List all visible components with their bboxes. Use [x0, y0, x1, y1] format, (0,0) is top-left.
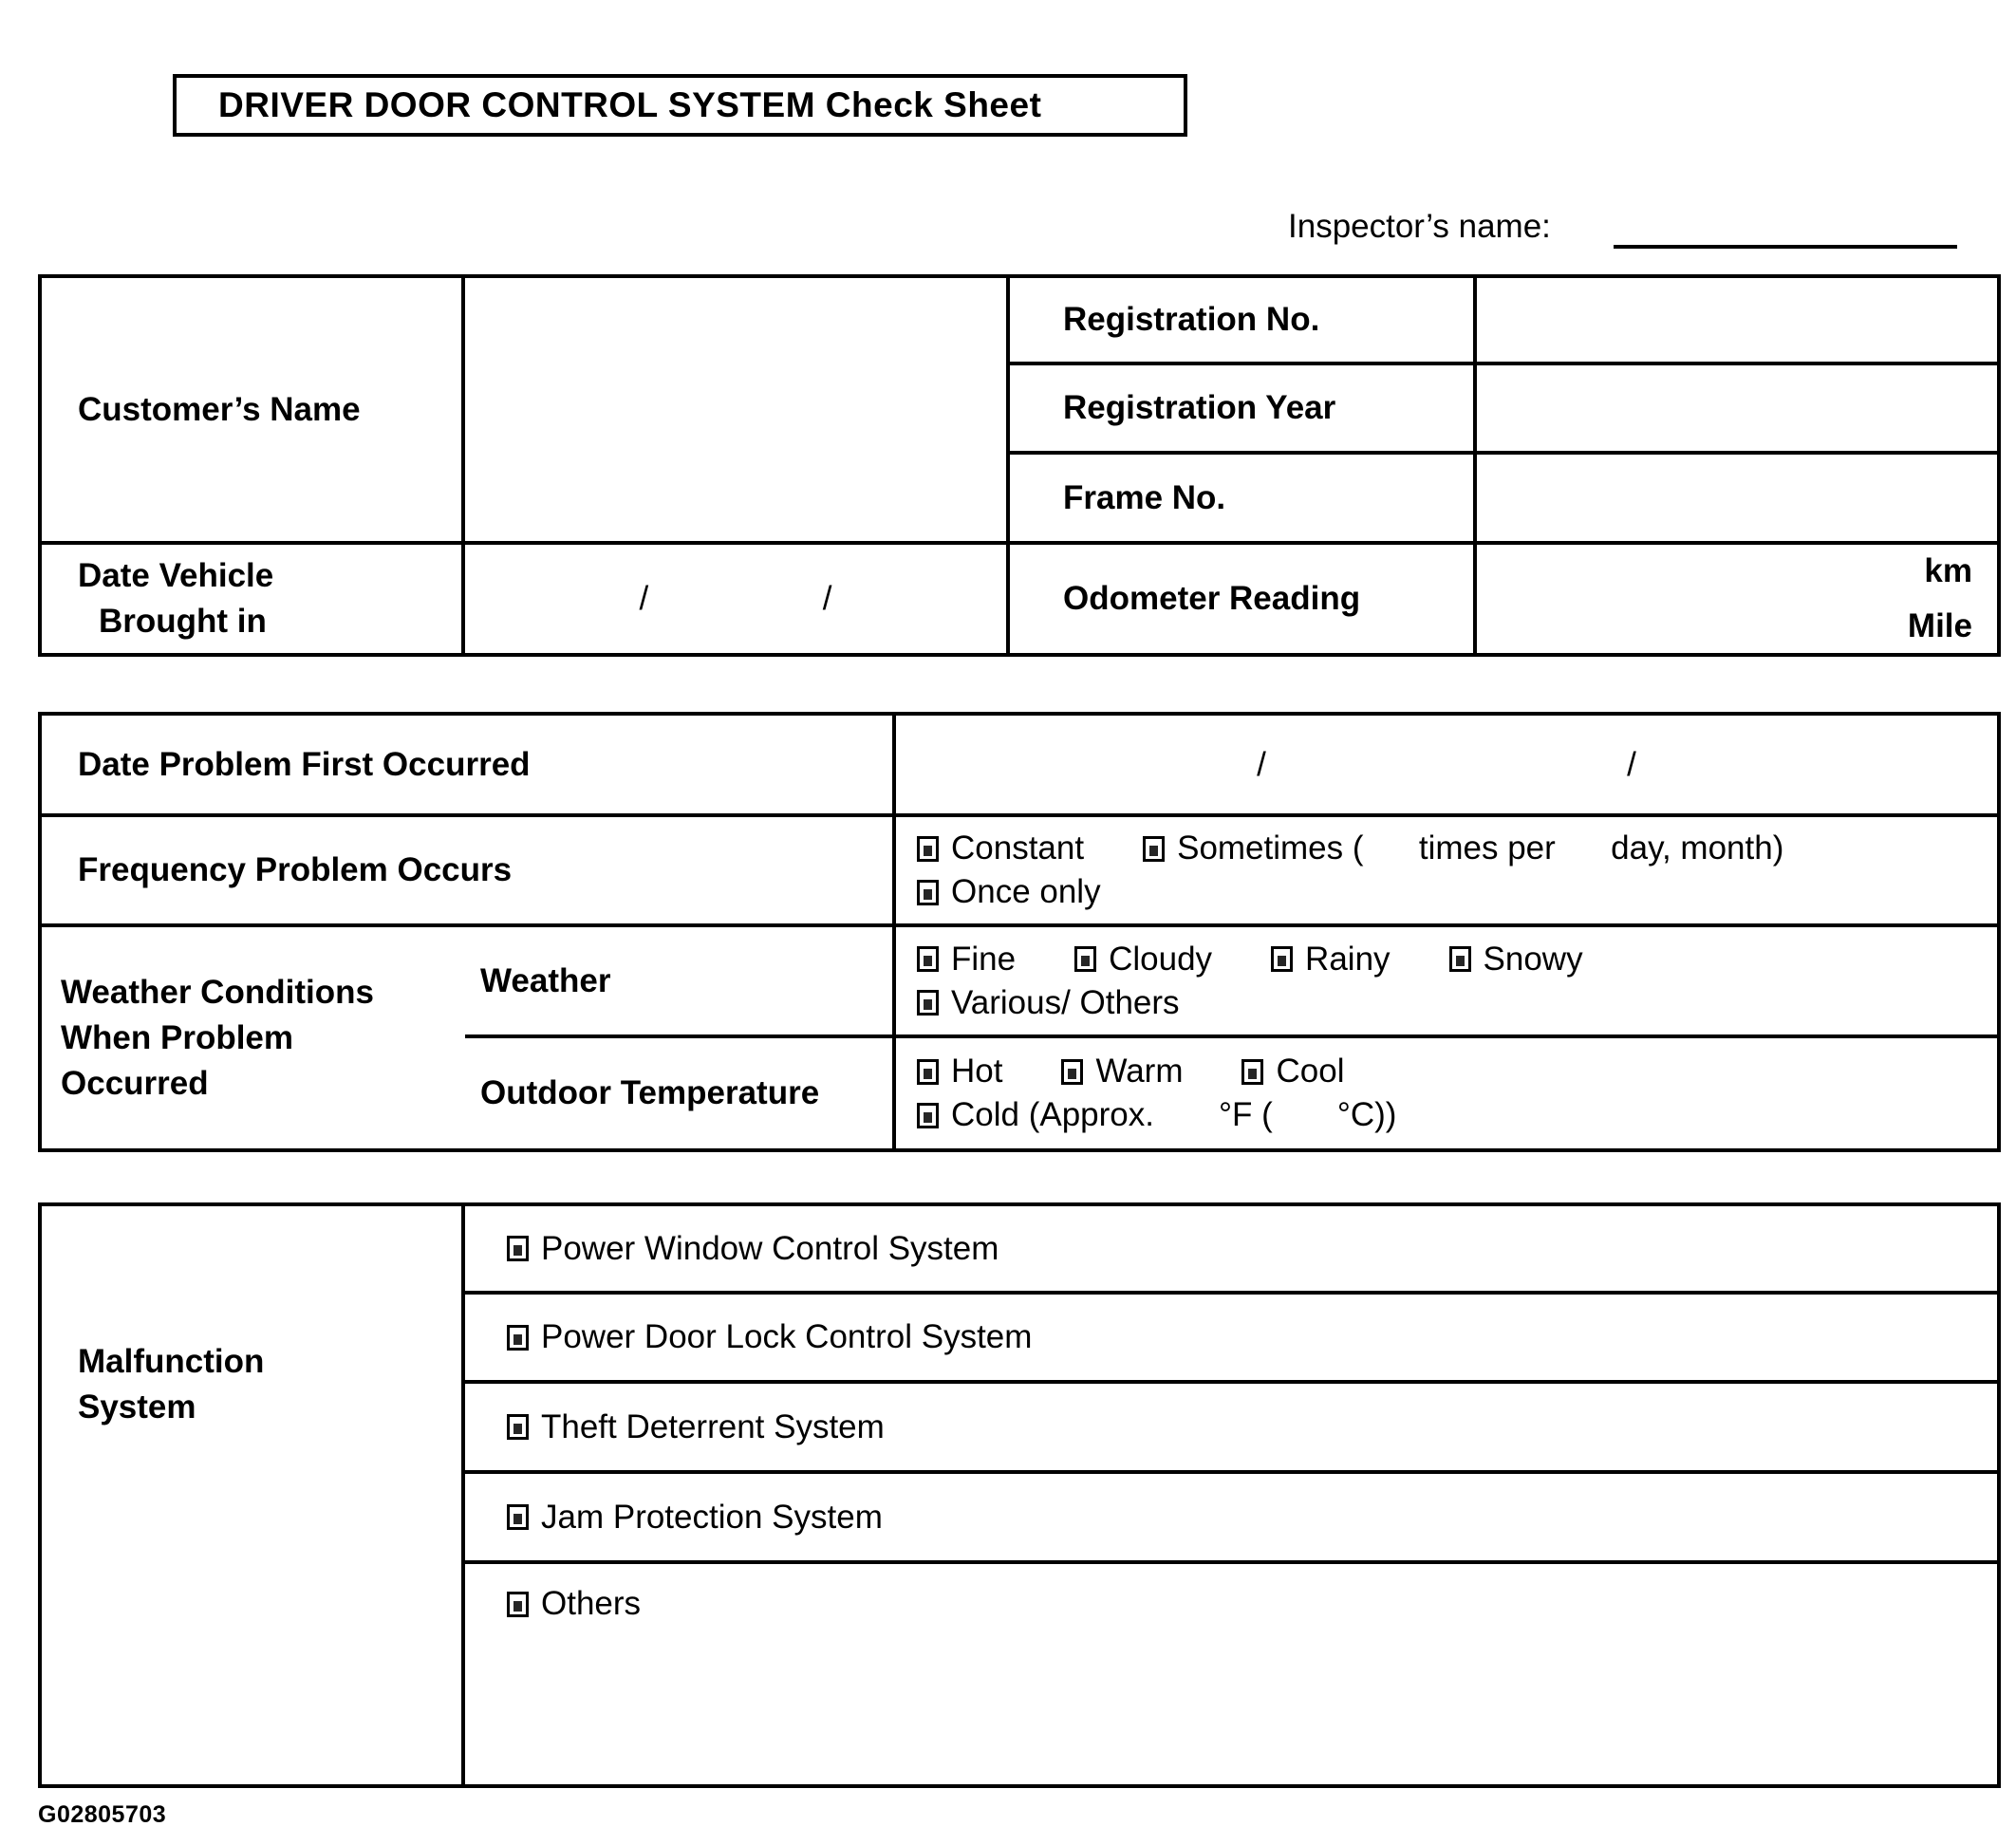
checkbox-option-fine[interactable] — [917, 938, 1016, 981]
registration-year-label: Registration Year — [1010, 365, 1477, 455]
option-cool-label: Cool — [1276, 1053, 1345, 1090]
customer-name-label: Customer’s Name — [42, 278, 465, 545]
date-problem-value-cell — [896, 716, 1997, 817]
frame-no-label: Frame No. — [1010, 455, 1477, 545]
temperature-options-cell — [896, 1038, 1997, 1148]
malfunction-row-jam-protection — [465, 1474, 1997, 1564]
frame-no-value-cell — [1477, 455, 1997, 545]
malfunction-label-line1: Malfunction — [78, 1343, 265, 1380]
option-hot-label: Hot — [951, 1053, 1003, 1090]
odometer-unit-km: km — [1924, 552, 1972, 589]
option-jam-protection-label: Jam Protection System — [541, 1498, 883, 1536]
malfunction-row-others — [465, 1564, 1997, 1784]
inspector-name-fill-line — [1614, 211, 1957, 249]
weather-options-cell — [896, 927, 1997, 1038]
odometer-reading-label: Odometer Reading — [1010, 545, 1477, 653]
frequency-options-cell — [896, 817, 1997, 927]
figure-id: G02805703 — [38, 1801, 167, 1828]
date-vehicle-line1: Date Vehicle — [78, 557, 274, 594]
checkbox-icon[interactable] — [1074, 946, 1096, 972]
date-problem-first-occurred-label: Date Problem First Occurred — [42, 716, 896, 817]
weather-conditions-line2: When Problem — [61, 1018, 294, 1056]
checkbox-icon[interactable] — [917, 836, 939, 862]
checkbox-icon[interactable] — [507, 1504, 529, 1530]
malfunction-label-line2: System — [78, 1388, 196, 1426]
checkbox-option-rainy[interactable] — [1271, 938, 1390, 981]
checkbox-icon[interactable] — [1449, 946, 1471, 972]
date-slash: / — [822, 580, 832, 617]
option-others-label: Others — [541, 1585, 642, 1622]
option-rainy-label: Rainy — [1305, 940, 1391, 978]
checkbox-option-hot[interactable] — [917, 1050, 1002, 1093]
checkbox-option-constant[interactable] — [917, 827, 1084, 870]
checkbox-icon[interactable] — [1241, 1059, 1263, 1085]
option-power-window-label: Power Window Control System — [541, 1229, 999, 1267]
option-sometimes-label: Sometimes ( times per day, month) — [1177, 829, 1784, 867]
registration-no-label: Registration No. — [1010, 278, 1477, 365]
checkbox-option-sometimes[interactable] — [1143, 827, 1783, 870]
checkbox-icon[interactable] — [1061, 1059, 1083, 1085]
date-slash: / — [1257, 745, 1266, 783]
checkbox-icon[interactable] — [917, 1103, 939, 1128]
checkbox-option-once-only[interactable] — [917, 870, 1101, 914]
option-snowy-label: Snowy — [1483, 940, 1583, 978]
checkbox-option-theft-deterrent[interactable] — [507, 1408, 885, 1446]
customer-name-value-cell — [465, 278, 1010, 545]
weather-conditions-line1: Weather Conditions — [61, 973, 374, 1011]
checkbox-icon[interactable] — [917, 1059, 939, 1085]
checkbox-icon[interactable] — [917, 990, 939, 1016]
malfunction-row-theft-deterrent — [465, 1384, 1997, 1474]
vehicle-info-table — [38, 274, 2001, 657]
checkbox-option-cold[interactable] — [917, 1093, 1396, 1137]
option-cloudy-label: Cloudy — [1109, 940, 1213, 978]
checkbox-icon[interactable] — [507, 1592, 529, 1617]
option-power-door-lock-label: Power Door Lock Control System — [541, 1318, 1033, 1355]
date-slash: / — [1627, 745, 1636, 783]
date-vehicle-brought-in-label — [42, 545, 465, 653]
checkbox-option-jam-protection[interactable] — [507, 1499, 883, 1537]
option-theft-deterrent-label: Theft Deterrent System — [541, 1407, 885, 1445]
checkbox-option-warm[interactable] — [1061, 1050, 1183, 1093]
checkbox-icon[interactable] — [507, 1236, 529, 1261]
option-various-others-label: Various/ Others — [951, 983, 1180, 1021]
weather-label: Weather — [465, 927, 896, 1038]
registration-year-value-cell — [1477, 365, 1997, 455]
malfunction-system-table — [38, 1202, 2001, 1788]
problem-details-table — [38, 712, 2001, 1152]
option-warm-label: Warm — [1095, 1053, 1184, 1090]
checkbox-icon[interactable] — [917, 946, 939, 972]
option-fine-label: Fine — [951, 940, 1017, 978]
title-box — [173, 74, 1187, 137]
weather-conditions-line3: Occurred — [61, 1064, 209, 1102]
checkbox-option-power-door-lock[interactable] — [507, 1318, 1032, 1356]
option-cold-label: Cold (Approx. °F ( °C)) — [951, 1096, 1397, 1133]
checkbox-option-cool[interactable] — [1241, 1050, 1344, 1093]
checkbox-icon[interactable] — [1143, 836, 1165, 862]
checkbox-icon[interactable] — [507, 1414, 529, 1440]
sheet-title: DRIVER DOOR CONTROL SYSTEM Check Sheet — [218, 85, 1042, 124]
checkbox-option-snowy[interactable] — [1449, 938, 1583, 981]
checkbox-icon[interactable] — [1271, 946, 1293, 972]
option-once-only-label: Once only — [951, 873, 1101, 910]
option-constant-label: Constant — [951, 829, 1085, 867]
checkbox-icon[interactable] — [917, 880, 939, 905]
malfunction-row-power-window — [465, 1206, 1997, 1295]
odometer-unit-mile: Mile — [1907, 607, 1972, 644]
malfunction-system-label — [42, 1206, 465, 1784]
malfunction-row-power-door-lock — [465, 1295, 1997, 1384]
odometer-value-cell — [1477, 545, 1997, 653]
checkbox-option-cloudy[interactable] — [1074, 938, 1212, 981]
registration-no-value-cell — [1477, 278, 1997, 365]
checkbox-icon[interactable] — [507, 1325, 529, 1351]
date-slash: / — [639, 580, 649, 617]
frequency-problem-occurs-label: Frequency Problem Occurs — [42, 817, 896, 927]
checkbox-option-various-others[interactable] — [917, 981, 1180, 1025]
weather-conditions-label — [42, 927, 465, 1148]
checkbox-option-power-window[interactable] — [507, 1230, 999, 1268]
date-vehicle-line2: Brought in — [99, 603, 267, 640]
date-brought-in-value-cell — [465, 545, 1010, 653]
inspector-name-label: Inspector’s name: — [1288, 208, 1551, 245]
outdoor-temperature-label: Outdoor Temperature — [465, 1038, 896, 1148]
checkbox-option-others[interactable] — [507, 1585, 641, 1623]
